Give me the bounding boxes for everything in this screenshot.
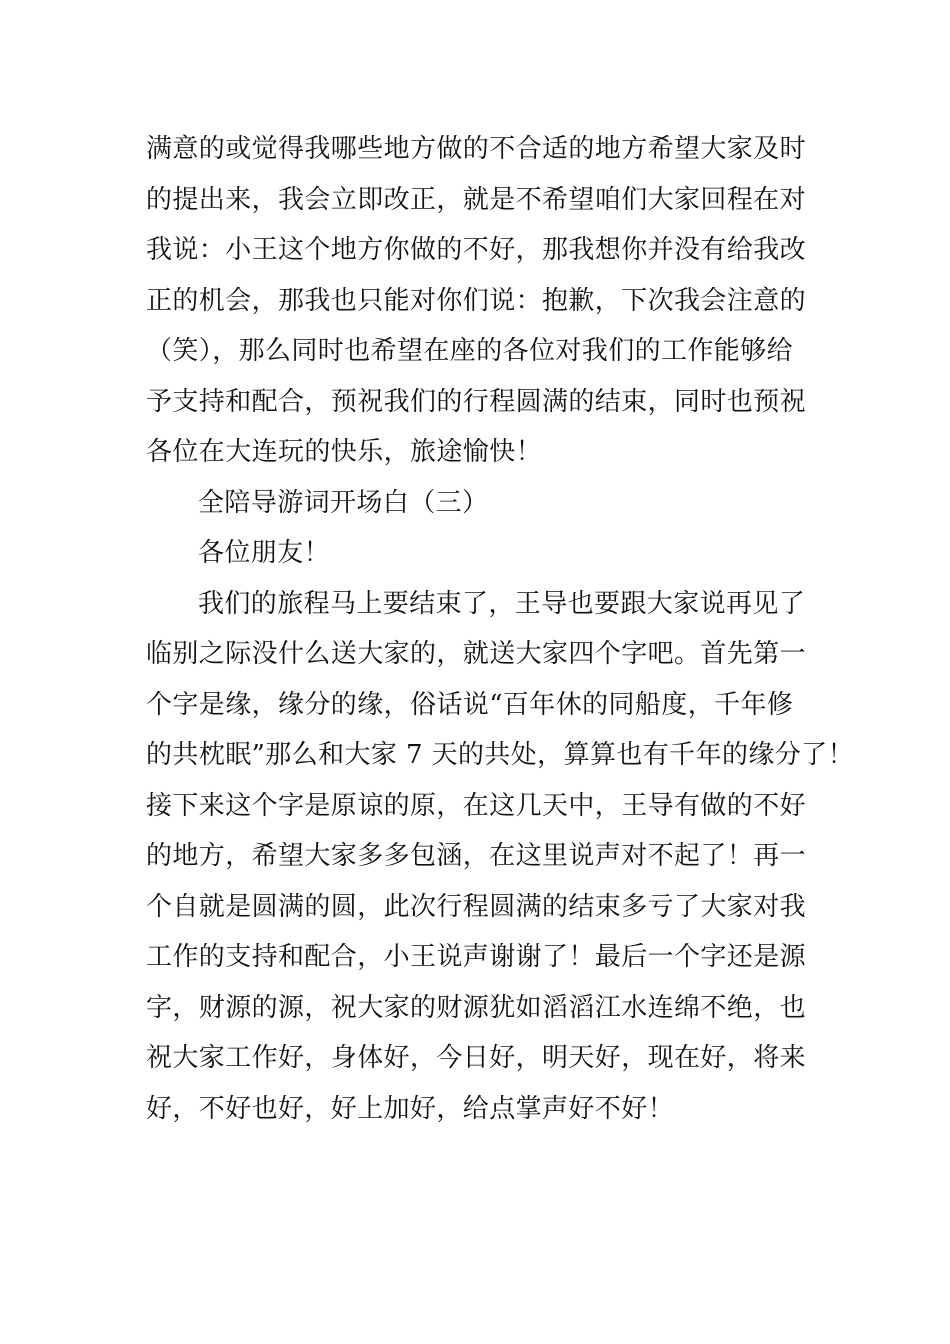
text-line: （笑），那么同时也希望在座的各位对我们的工作能够给 [146,336,794,366]
text-line: 好，不好也好，好上加好，给点掌声好不好！ [146,1093,675,1124]
document-body [146,124,854,1134]
text-line: 我说：小王这个地方你做的不好，那我想你并没有给我改 [146,235,807,265]
text-line: 的地方，希望大家多多包涵，在这里说声对不起了！再一 [146,841,807,871]
text-line: 个自就是圆满的圆，此次行程圆满的结束多亏了大家对我 [146,891,807,922]
text-line: 祝大家工作好，身体好，今日好，明天好，现在好，将来 [146,1043,807,1073]
text-line: 各位在大连玩的快乐，旅途愉快！ [146,437,543,467]
text-line: 正的机会，那我也只能对你们说：抱歉，下次我会注意的 [146,285,807,316]
greeting-line: 各位朋友！ [198,538,331,568]
paragraph-start-line: 我们的旅程马上要结束了，王导也要跟大家说再见了 [198,588,806,619]
text-line: 的共枕眠”那么和大家 7 天的共处，算算也有千年的缘分了！ [146,740,854,770]
text-line: 予支持和配合，预祝我们的行程圆满的结束，同时也预祝 [146,386,807,417]
text-line: 工作的支持和配合，小王说声谢谢了！最后一个字还是源 [146,942,807,972]
text-line: 字，财源的源，祝大家的财源犹如滔滔江水连绵不绝，也 [146,992,807,1023]
section-heading: 全陪导游词开场白（三） [198,487,489,518]
text-line: 接下来这个字是原谅的原，在这几天中，王导有做的不好 [146,790,807,821]
text-line: 个字是缘，缘分的缘，俗话说“百年休的同船度，千年修 [146,689,794,720]
text-line: 临别之际没什么送大家的，就送大家四个字吧。首先第一 [146,639,807,669]
text-line: 的提出来，我会立即改正，就是不希望咱们大家回程在对 [146,184,807,215]
text-line: 满意的或觉得我哪些地方做的不合适的地方希望大家及时 [146,134,807,164]
